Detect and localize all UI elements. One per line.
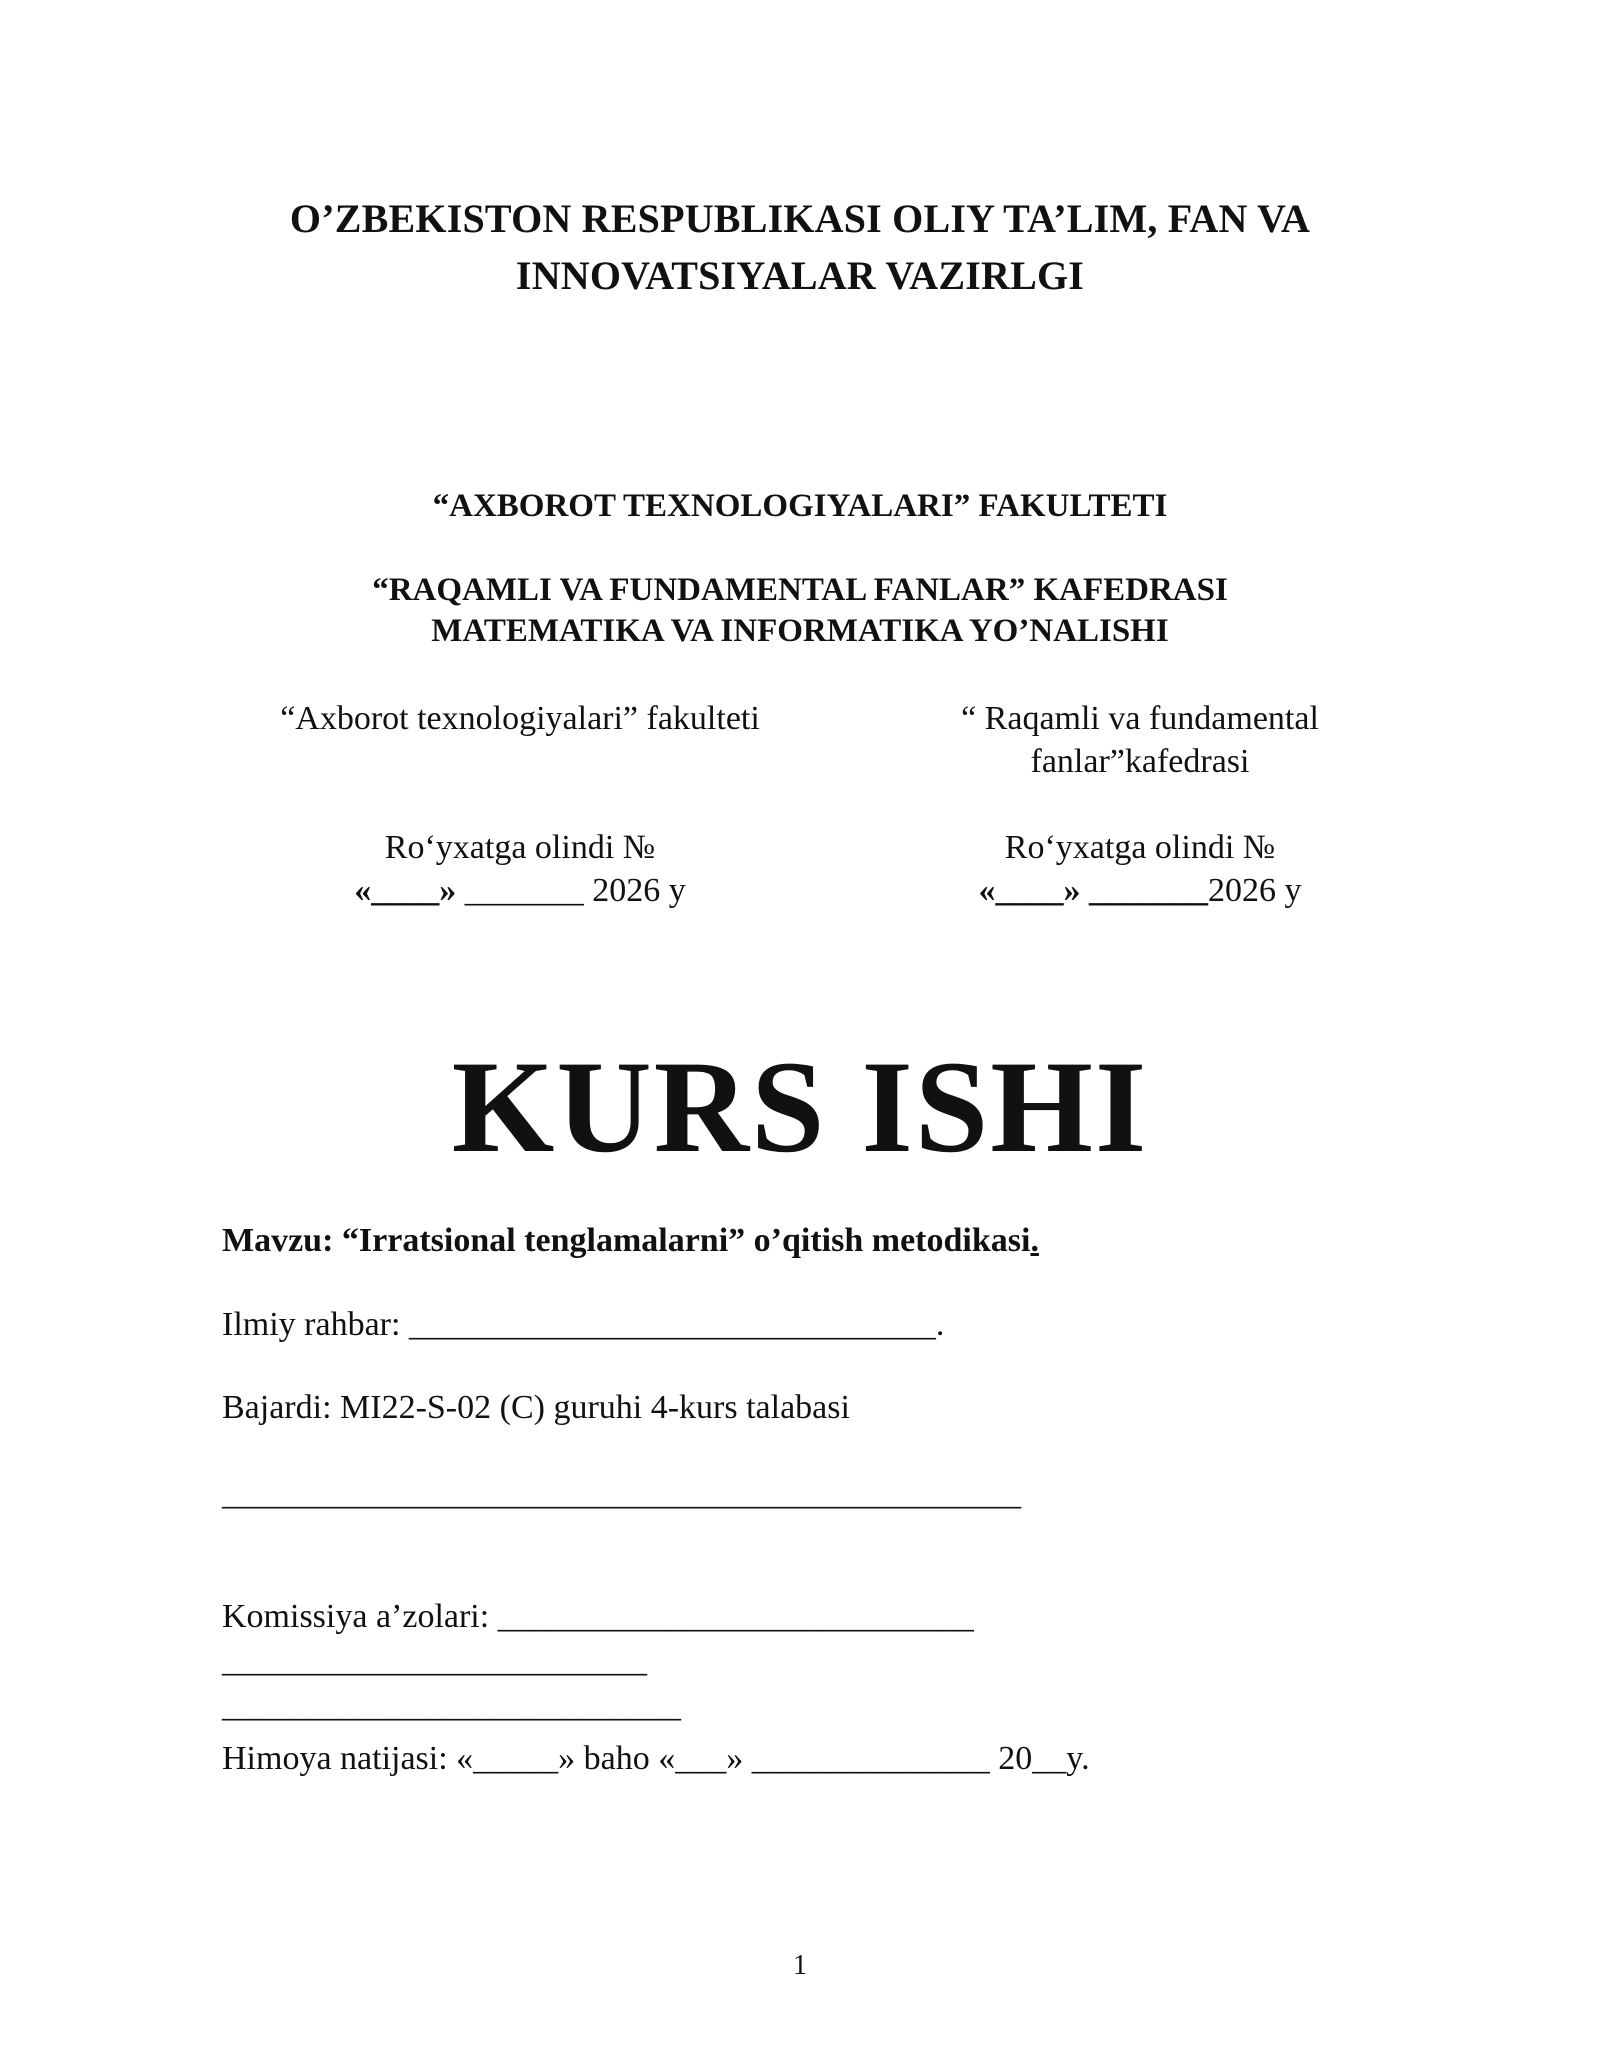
- left-column: [200, 697, 840, 912]
- left-date-blank-1: ____: [371, 872, 440, 909]
- ministry-line-2: INNOVATSIYALAR VAZIRLGI: [515, 253, 1085, 298]
- left-date-line: [200, 869, 840, 912]
- right-date-year: 2026 y: [1208, 872, 1302, 909]
- left-registered-label: Ro‘yxatga olindi №: [384, 829, 656, 866]
- performed-by-line: Bajardi: MI22-S-02 (C) guruhi 4-kurs talabasi: [222, 1389, 850, 1426]
- ministry-line-1: O’ZBEKISTON RESPUBLIKASI OLIY TA’LIM, FAN VA: [289, 196, 1311, 241]
- topic-text: Mavzu: “Irratsional tenglamalarni” o’qitish metodikasi: [222, 1222, 1031, 1259]
- page-number: 1: [793, 1950, 807, 1981]
- right-column: [820, 697, 1460, 912]
- right-date-blank-2: _______: [1080, 872, 1208, 909]
- commission-line-1: Komissiya a’zolari: ____________________________: [222, 1598, 974, 1635]
- right-date-close: »: [1063, 872, 1081, 909]
- right-date-blank-1: ____: [995, 872, 1064, 909]
- right-registered-label: Ro‘yxatga olindi №: [1004, 829, 1276, 866]
- right-date-line: [820, 869, 1460, 912]
- right-date-open: «: [978, 872, 996, 909]
- left-date-year: 2026 y: [592, 872, 686, 909]
- defense-result-line: Himoya natijasi: «_____» baho «___» ______________ 20__y.: [222, 1740, 1090, 1777]
- faculty-heading: “AXBOROT TEXNOLOGIYALARI” FAKULTETI: [432, 488, 1168, 524]
- supervisor-line: Ilmiy rahbar: _______________________________.: [222, 1306, 945, 1343]
- student-signature-line: _______________________________________________: [222, 1475, 1021, 1512]
- left-date-blank-2: _______: [456, 872, 593, 909]
- right-department-name-2: fanlar”kafedrasi: [1030, 743, 1250, 780]
- left-date-open: «: [354, 872, 372, 909]
- commission-line-3: ___________________________: [222, 1687, 681, 1724]
- topic-period: .: [1030, 1222, 1039, 1259]
- right-department-name-1: “ Raqamli va fundamental: [961, 700, 1319, 737]
- topic-line: [222, 1222, 1039, 1260]
- direction-heading: MATEMATIKA VA INFORMATIKA YO’NALISHI: [431, 613, 1169, 649]
- document-title: KURS ISHI: [451, 1033, 1149, 1180]
- ministry-heading: [0, 190, 1600, 304]
- department-heading: “RAQAMLI VA FUNDAMENTAL FANLAR” KAFEDRASI: [372, 572, 1228, 608]
- commission-line-2: _________________________: [222, 1642, 647, 1679]
- left-date-close: »: [439, 872, 457, 909]
- left-faculty-name: “Axborot texnologiyalari” fakulteti: [280, 700, 760, 737]
